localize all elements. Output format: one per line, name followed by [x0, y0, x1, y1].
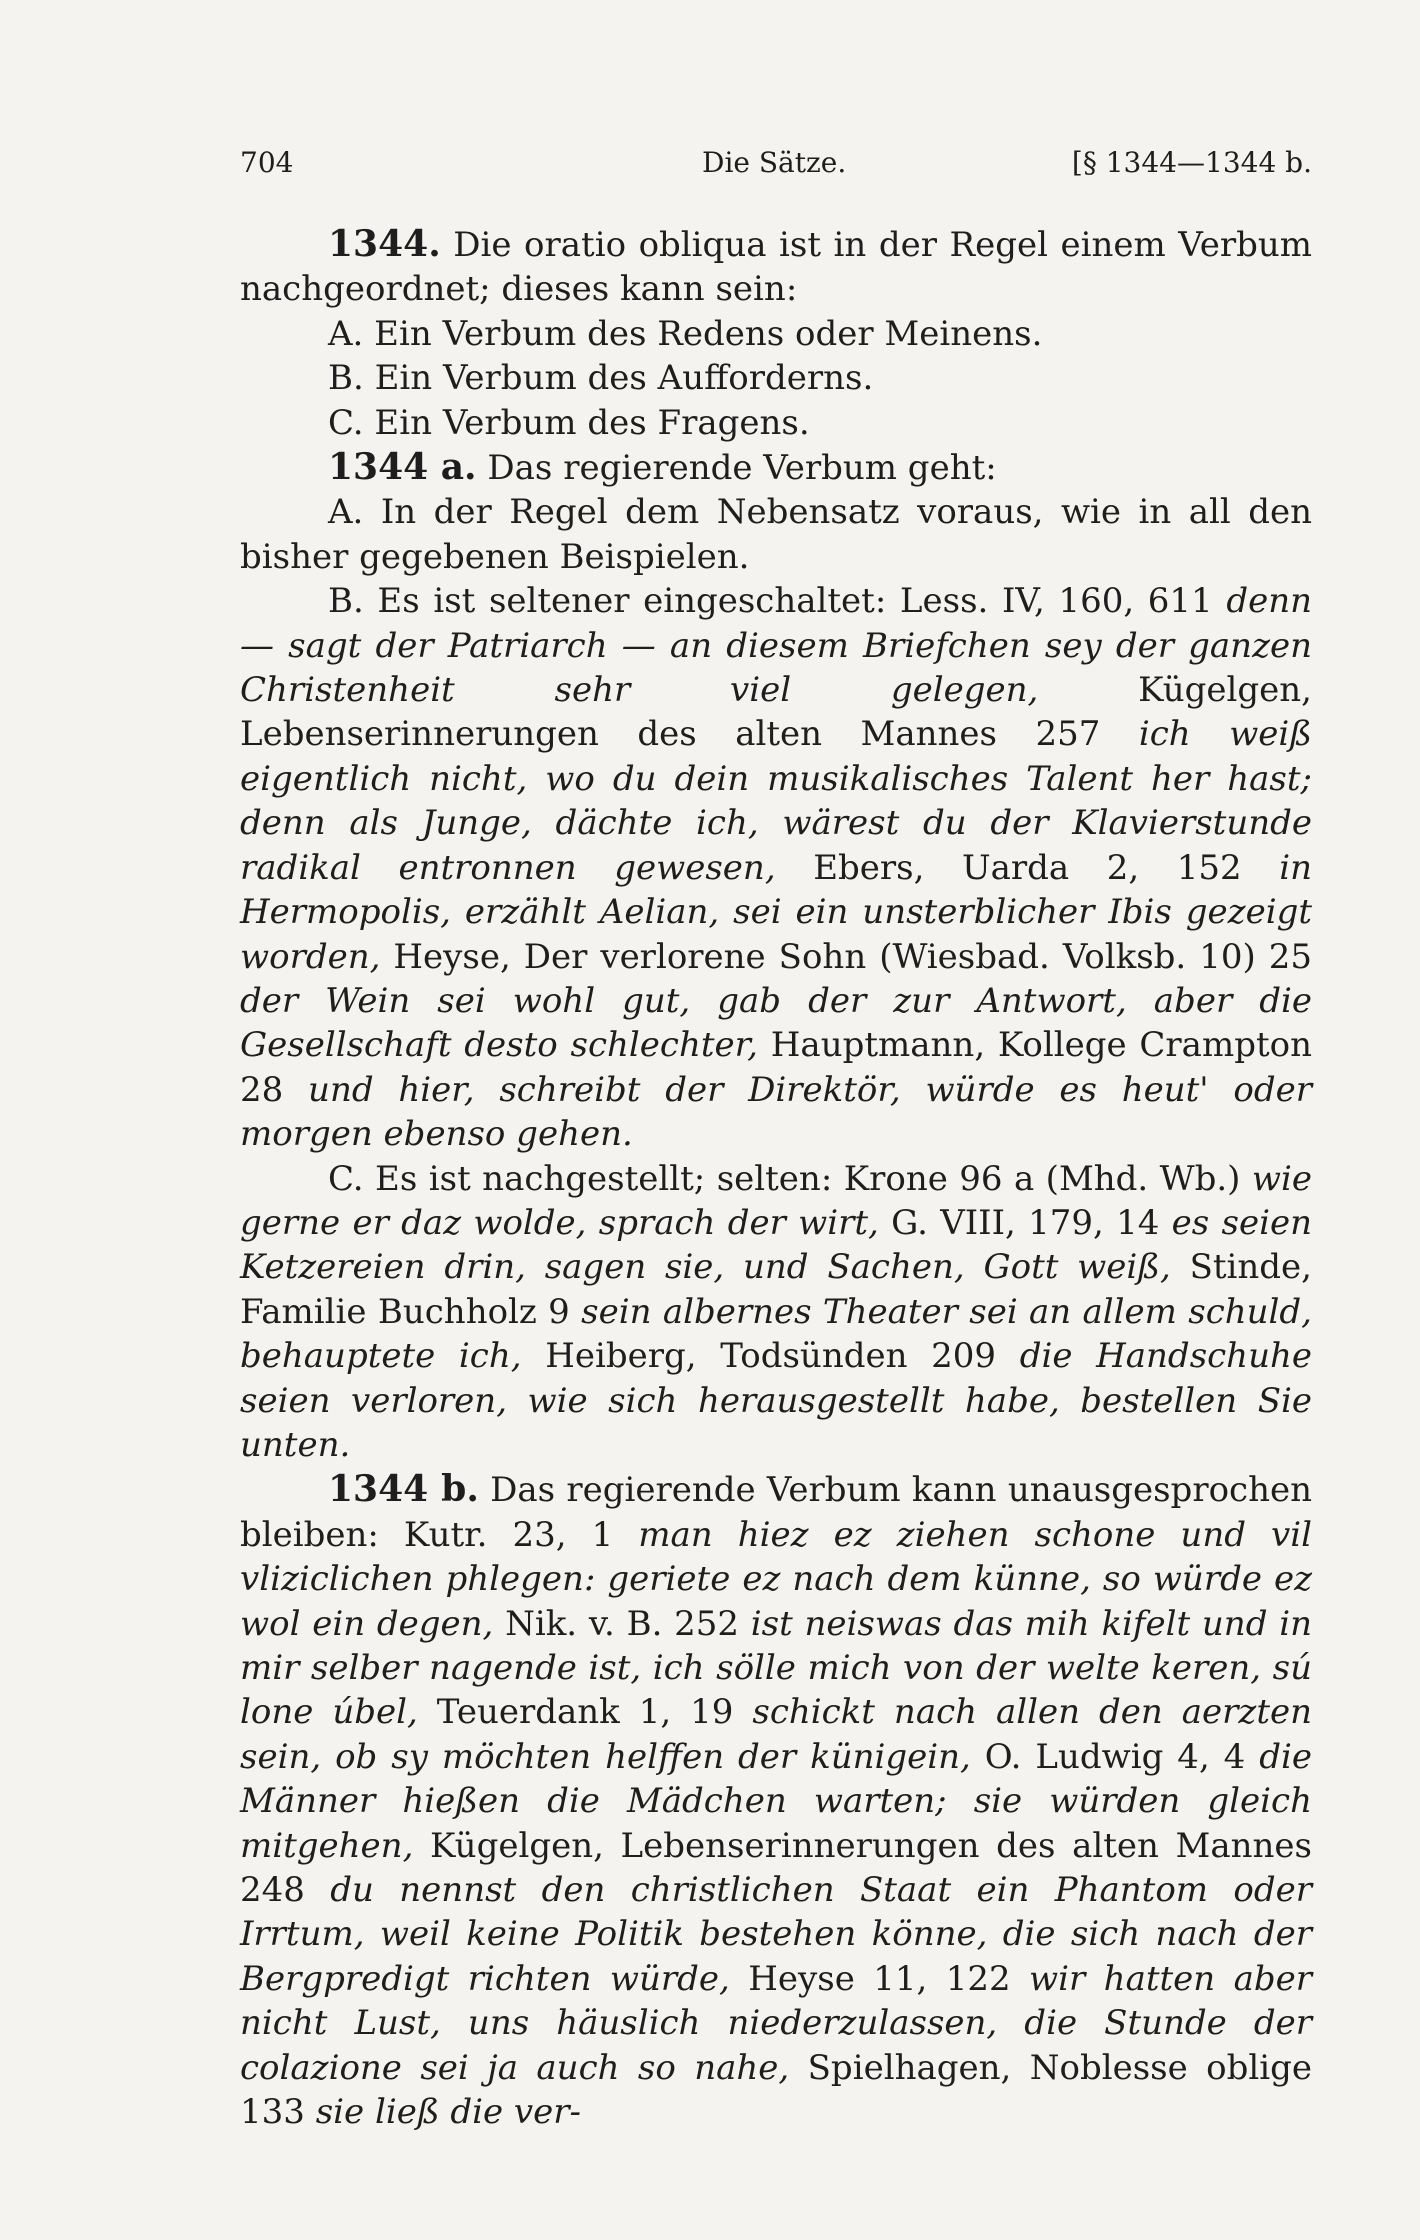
quotation: ist neiswas das mih kifelt und in mir selber nagende ist, ich sölle mich von der welte keren, sú lone úbel, — [240, 1603, 1312, 1733]
item-a: A. In der Regel dem Nebensatz voraus, wie in all den bisher gegebenen Beispielen. — [240, 492, 1312, 577]
quotation: wie gerne er daz wolde, sprach der wirt, — [240, 1158, 1312, 1243]
section-range: [§ 1344—1344 b. — [1071, 146, 1312, 179]
text-run: C. Es ist nachgestellt; selten: Krone 96 a (Mhd. Wb.) — [328, 1158, 1252, 1199]
quotation: und hier, schreibt der Direktör, würde es heut' oder morgen ebenso gehen. — [240, 1069, 1312, 1155]
list-item: A. Ein Verbum des Redens oder Meinens. — [328, 313, 1043, 354]
quotation: es seien Ketzereien drin, sagen sie, und Sachen, Gott weiß, — [240, 1202, 1312, 1288]
source-citation: O. Ludwig 4, 4 — [970, 1736, 1260, 1777]
list-item: C. Ein Verbum des Fragens. — [328, 402, 810, 443]
quotation: schickt nach allen den aerzten sein, ob sy möchten helffen der künigein, — [240, 1692, 1313, 1777]
paragraph-1344a — [240, 445, 1312, 490]
quotation: man hiez ez ziehen schone und vil vliziclichen phlegen: geriete ez nach dem künne, so würde ez wol ein degen, — [240, 1514, 1312, 1644]
source-citation: G. VIII, 179, 14 — [878, 1202, 1172, 1243]
text-run: Das regierende Verbum kann unausgesprochen bleiben: Kutr. 23, 1 — [240, 1470, 1313, 1555]
quotation: die Männer hießen die Mädchen warten; sie würden gleich mitgehen, — [240, 1736, 1313, 1866]
quotation: der Wein sei wohl gut, gab der zur Antwort, aber die Gesellschaft desto schlechter, — [240, 980, 1312, 1066]
source-citation: Spielhagen, Noblesse oblige 133 — [240, 2047, 1312, 2133]
section-number: 1344 a. — [328, 446, 477, 489]
paragraph-1344 — [240, 222, 1312, 312]
page-number: 704 — [240, 146, 294, 179]
item-c — [240, 1157, 1312, 1468]
section-number: 1344 b. — [328, 1468, 479, 1511]
running-title: Die Sätze. — [702, 146, 847, 179]
source-citation: Stinde, Familie Buchholz 9 — [240, 1247, 1312, 1332]
source-citation: Nik. v. B. 252 — [493, 1603, 751, 1644]
section-number: 1344. — [328, 223, 441, 265]
paragraph-text: Die oratio obliqua ist in der Regel einem Verbum nachgeordnet; dieses kann sein: — [240, 225, 1312, 310]
quotation: ich weiß eigentlich nicht, wo du dein musikalisches Talent her hast; denn als Junge, dächte ich, wärest du der Klavierstunde radikal entronnen gewesen, — [240, 714, 1313, 888]
item-b — [240, 579, 1312, 1156]
source-citation: Heyse, Der verlorene Sohn (Wiesbad. Volksb. 10) 25 — [380, 936, 1312, 977]
quotation: die Handschuhe seien verloren, wie sich herausgestellt habe, bestellen Sie unten. — [240, 1336, 1312, 1465]
quotation: denn — sagt der Patriarch — an diesem Briefchen sey der ganzen Christenheit sehr viel gelegen, — [240, 581, 1312, 711]
source-citation: Ebers, Uarda 2, 152 — [775, 847, 1280, 888]
quotation: sein albernes Theater sei an allem schuld, behauptete ich, — [240, 1291, 1312, 1377]
paragraph-text: Das regierende Verbum geht: — [487, 448, 997, 489]
quotation: sie ließ die ver- — [315, 2092, 581, 2133]
source-citation: Teuerdank 1, 19 — [417, 1692, 753, 1733]
paragraph-1344b — [240, 1467, 1312, 2134]
source-citation: Kügelgen, Lebenserinnerungen des alten Mannes 257 — [240, 670, 1312, 755]
source-citation: Hauptmann, Kollege Crampton 28 — [240, 1025, 1312, 1110]
quotation: du nennst den christlichen Staat ein Phantom oder Irrtum, weil keine Politik bestehen könne, die sich nach der Bergpredigt richten würde, — [240, 1870, 1313, 1999]
quotation: wir hatten aber nicht Lust, uns häuslich niederzulassen, die Stunde der colazione sei ja auch so nahe, — [240, 1958, 1313, 2088]
source-citation: Heiberg, Todsünden 209 — [521, 1336, 1020, 1377]
source-citation: Heyse 11, 122 — [729, 1958, 1030, 1999]
page-body — [240, 222, 1312, 2134]
quotation: in Hermopolis, erzählt Aelian, sei ein unsterblicher Ibis gezeigt worden, — [240, 847, 1312, 977]
list-item: B. Ein Verbum des Aufforderns. — [328, 358, 874, 399]
text-run: B. Es ist seltener eingeschaltet: Less. IV, 160, 611 — [328, 581, 1227, 622]
source-citation: Kügelgen, Lebenserinnerungen des alten Mannes 248 — [240, 1825, 1312, 1911]
